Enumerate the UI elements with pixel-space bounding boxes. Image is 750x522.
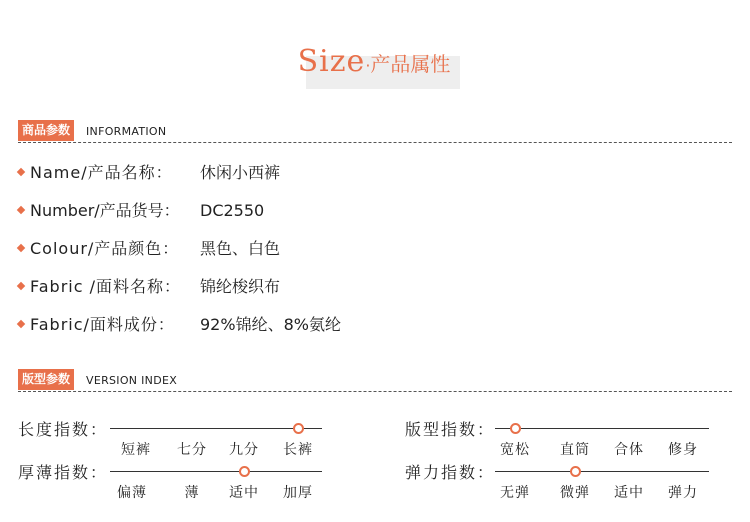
scale-label: 版型指数： bbox=[405, 420, 496, 439]
info-label: Number/产品货号： bbox=[30, 201, 180, 220]
info-value: 休闲小西裤 bbox=[200, 163, 281, 182]
scale-option: 长裤 bbox=[283, 442, 313, 458]
diamond-bullet-icon bbox=[17, 319, 25, 327]
scale-marker-icon bbox=[293, 423, 304, 434]
page-title bbox=[0, 44, 750, 81]
scale-option: 适中 bbox=[614, 485, 644, 501]
info-row-fabric-name bbox=[18, 276, 281, 298]
scale-option: 适中 bbox=[229, 485, 259, 501]
info-row-number bbox=[18, 200, 265, 222]
version-section-en: VERSION INDEX bbox=[86, 374, 178, 387]
version-section-tag: 版型参数 bbox=[18, 369, 74, 390]
info-row-fabric-composition bbox=[18, 314, 341, 336]
info-value: DC2550 bbox=[200, 201, 265, 220]
info-section-header bbox=[18, 120, 732, 142]
diamond-bullet-icon bbox=[17, 167, 25, 175]
info-section-divider bbox=[18, 142, 732, 143]
scale-option: 合体 bbox=[614, 442, 644, 458]
diamond-bullet-icon bbox=[17, 281, 25, 289]
scale-label: 弹力指数： bbox=[405, 463, 496, 482]
scale-label: 长度指数： bbox=[18, 420, 109, 439]
scale-marker-icon bbox=[239, 466, 250, 477]
scale-marker-icon bbox=[570, 466, 581, 477]
scale-option: 薄 bbox=[184, 485, 200, 501]
scale-option: 七分 bbox=[177, 442, 207, 458]
scale-marker-icon bbox=[510, 423, 521, 434]
scale-option: 直筒 bbox=[560, 442, 590, 458]
info-row-name bbox=[18, 162, 281, 184]
version-section-divider bbox=[18, 391, 732, 392]
scale-option: 宽松 bbox=[500, 442, 530, 458]
info-value: 92%锦纶、8%氨纶 bbox=[200, 315, 341, 334]
info-row-colour bbox=[18, 238, 281, 260]
scale-option: 弹力 bbox=[668, 485, 698, 501]
thickness-index-scale bbox=[18, 460, 328, 510]
title-cn: 产品属性 bbox=[370, 52, 451, 76]
info-label: Fabric /面料名称： bbox=[30, 277, 181, 296]
info-label: Name/产品名称： bbox=[30, 163, 173, 182]
scale-option: 偏薄 bbox=[117, 485, 147, 501]
scale-option: 短裤 bbox=[121, 442, 151, 458]
title-box bbox=[296, 44, 455, 81]
scale-option: 九分 bbox=[229, 442, 259, 458]
diamond-bullet-icon bbox=[17, 205, 25, 213]
scale-option: 无弹 bbox=[500, 485, 530, 501]
scale-option: 加厚 bbox=[283, 485, 313, 501]
title-dot: · bbox=[365, 56, 371, 75]
info-label: Colour/产品颜色： bbox=[30, 239, 180, 258]
scale-track bbox=[495, 471, 709, 472]
scale-track bbox=[110, 428, 322, 429]
scale-option: 微弹 bbox=[560, 485, 590, 501]
info-value: 锦纶梭织布 bbox=[200, 277, 281, 296]
info-label: Fabric/面料成份： bbox=[30, 315, 175, 334]
info-section-tag: 商品参数 bbox=[18, 120, 74, 141]
scale-label: 厚薄指数： bbox=[18, 463, 109, 482]
scale-option: 修身 bbox=[668, 442, 698, 458]
scale-track bbox=[110, 471, 322, 472]
info-section-en: INFORMATION bbox=[86, 125, 167, 138]
version-section-header bbox=[18, 369, 732, 391]
elasticity-index-scale bbox=[405, 460, 715, 510]
title-size-word: Size bbox=[297, 44, 366, 79]
diamond-bullet-icon bbox=[17, 243, 25, 251]
info-value: 黑色、白色 bbox=[200, 239, 281, 258]
scale-track bbox=[495, 428, 709, 429]
